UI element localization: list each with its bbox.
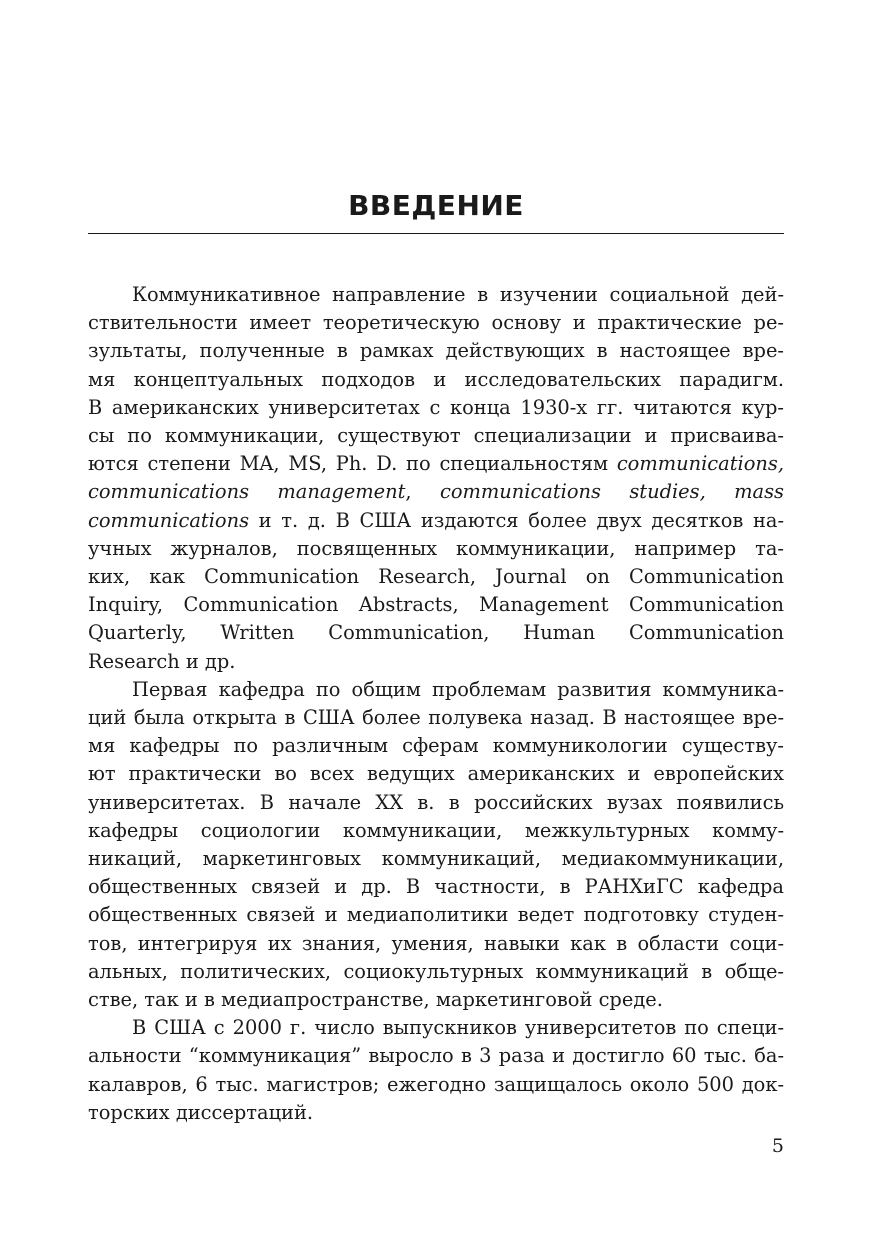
- text-line: мя концептуальных подходов и исследовательских парадигм.: [88, 367, 784, 391]
- text-line: торских диссертаций.: [88, 1100, 314, 1124]
- text-line: ких, как Communication Research, Journal on Communication: [88, 565, 784, 589]
- text-line: Research и др.: [88, 649, 236, 673]
- text-line: университетах. В начале XX в. в российских вузах появились: [88, 790, 784, 814]
- italic-term: communications,: [616, 452, 784, 476]
- text-line: Коммуникативное направление в изучении социальной дей-: [132, 283, 784, 306]
- text-line: Inquiry, Communication Abstracts, Management Communication: [88, 593, 784, 617]
- text-line: тов, интегрируя их знания, умения, навыки как в области соци-: [88, 931, 784, 955]
- text-line: кафедры социологии коммуникации, межкультурных комму-: [88, 818, 784, 842]
- paragraph-2: [88, 676, 784, 1014]
- text-line: ют практически во всех ведущих американских и европейских: [88, 762, 784, 786]
- text-line: communications management, communications studies, mass: [88, 480, 784, 504]
- italic-term: communications: [88, 508, 250, 532]
- text-line: сы по коммуникации, существуют специализации и присваива-: [88, 424, 784, 448]
- text-line: общественных связей и др. В частности, в РАНХиГС кафедра: [88, 875, 784, 899]
- page-number: 5: [771, 1135, 784, 1157]
- chapter-title: ВВЕДЕНИЕ: [348, 189, 524, 222]
- text-line: мя кафедры по различным сферам коммуникологии существу-: [88, 734, 784, 758]
- paragraph-3: [88, 1014, 784, 1127]
- paragraph-1: [88, 281, 784, 676]
- text-line: общественных связей и медиаполитики ведет подготовку студен-: [88, 903, 784, 927]
- text-line: В американских университетах с конца 1930-х гг. читаются кур-: [88, 395, 784, 419]
- text-line: стве, так и в медиапространстве, маркетинговой среде.: [88, 988, 663, 1012]
- italic-term: communications management: [88, 480, 406, 504]
- text-line: ций была открыта в США более полувека назад. В настоящее вре-: [88, 706, 784, 730]
- text-line: communications и т. д. В США издаются более двух десятков на-: [88, 508, 784, 532]
- text-line: зультаты, полученные в рамках действующих в настоящее вре-: [88, 339, 784, 363]
- text-line: ются степени MA, MS, Ph. D. по специальностям communications,: [88, 452, 784, 476]
- text-line: Quarterly, Written Communication, Human Communication: [88, 621, 784, 645]
- text-line: учных журналов, посвященных коммуникации, например та-: [88, 536, 784, 560]
- text-line: ствительности имеет теоретическую основу и практические ре-: [88, 311, 784, 335]
- text-line: Первая кафедра по общим проблемам развития коммуника-: [132, 677, 784, 701]
- text-line: альности “коммуникация” выросло в 3 раза и достигло 60 тыс. ба-: [88, 1044, 784, 1068]
- text-line: альных, политических, социокультурных коммуникаций в обще-: [88, 959, 784, 983]
- text-line: В США с 2000 г. число выпускников университетов по специ-: [132, 1016, 784, 1040]
- text-line: калавров, 6 тыс. магистров; ежегодно защищалось около 500 док-: [88, 1072, 784, 1096]
- body-text: [88, 281, 784, 1127]
- title-underline: [88, 233, 784, 234]
- italic-term: communications studies, mass: [439, 480, 784, 504]
- text-line: никаций, маркетинговых коммуникаций, медиакоммуникации,: [88, 847, 784, 871]
